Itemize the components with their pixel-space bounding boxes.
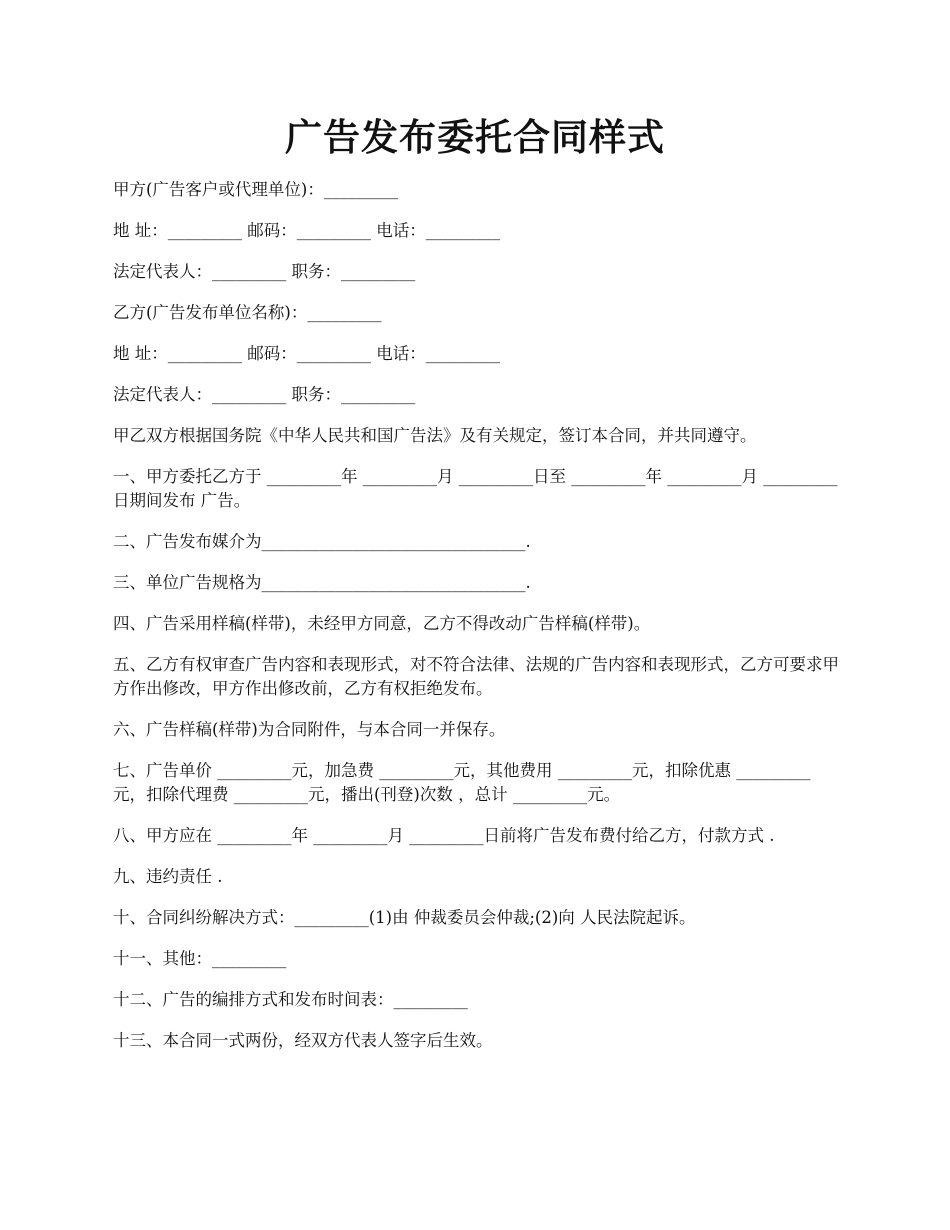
clause-1: 一、甲方委托乙方于 _________年 _________月 _________日至 _________年 _________月 _________日期间发布 广告。: [113, 467, 838, 510]
clause-4: 四、广告采用样稿(样带)，未经甲方同意，乙方不得改动广告样稿(样带)。: [113, 614, 651, 633]
party-b-representative-line: 法定代表人：_________ 职务：_________: [113, 385, 416, 404]
party-a-address-line: 地 址：_________ 邮码：_________ 电话：_________: [113, 221, 500, 240]
clause-7: 七、广告单价 _________元，加急费 _________元，其他费用 _________元，扣除优惠 _________元，扣除代理费 _________元，播出(刊登)次数 ，总计 _________元。: [113, 761, 811, 804]
clause-9: 九、违约责任 .: [113, 867, 223, 886]
document-body: [113, 178, 841, 1070]
clause-11: 十一、其他：_________: [113, 949, 287, 968]
party-b-line: 乙方(广告发布单位名称)：_________: [113, 303, 382, 322]
clause-10: 十、合同纠纷解决方式：_________(1)由 仲裁委员会仲裁;(2)向 人民法院起诉。: [113, 908, 696, 927]
clause-8: 八、甲方应在 _________年 _________月 _________日前将广告发布费付给乙方，付款方式 .: [113, 826, 775, 845]
preamble-paragraph: 甲乙双方根据国务院《中华人民共和国广告法》及有关规定，签订本合同，并共同遵守。: [113, 426, 757, 445]
clause-6: 六、广告样稿(样带)为合同附件，与本合同一并保存。: [113, 720, 506, 739]
party-a-line: 甲方(广告客户或代理单位)：_________: [113, 180, 399, 199]
party-a-representative-line: 法定代表人：_________ 职务：_________: [113, 262, 416, 281]
clause-2: 二、广告发布媒介为________________________________.: [113, 532, 531, 551]
party-b-address-line: 地 址：_________ 邮码：_________ 电话：_________: [113, 344, 500, 363]
document-title: 广告发布委托合同样式: [285, 115, 665, 159]
clause-13: 十三、本合同一式两份，经双方代表人签字后生效。: [113, 1031, 493, 1050]
clause-5: 五、乙方有权审查广告内容和表现形式，对不符合法律、法规的广告内容和表现形式，乙方可要求甲方作出修改，甲方作出修改前，乙方有权拒绝发布。: [113, 655, 839, 698]
clause-3: 三、单位广告规格为________________________________.: [113, 573, 531, 592]
clause-12: 十二、广告的编排方式和发布时间表：_________: [113, 990, 468, 1009]
